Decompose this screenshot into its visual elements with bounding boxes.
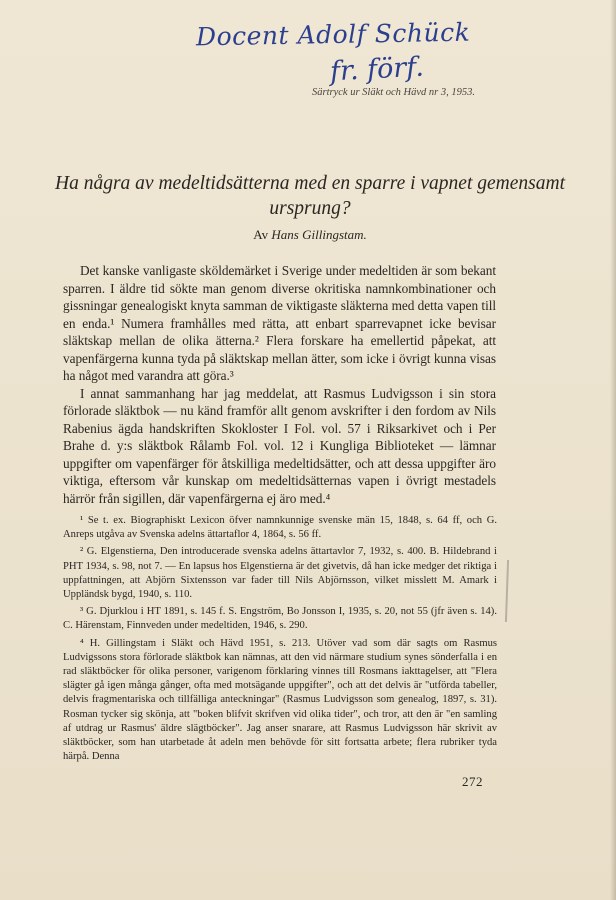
article-body [63, 262, 496, 507]
handwritten-dedication-from-author: fr. förf. [329, 51, 425, 88]
page-edge-shadow [610, 0, 616, 900]
byline [40, 227, 580, 243]
byline-prefix: Av [253, 227, 272, 242]
footnote-3: ³ G. Djurklou i HT 1891, s. 145 f. S. Engström, Bo Jonsson I, 1935, s. 20, not 55 (jfr även s. 14). C. Härenstam, Finnveden under medeltiden, 1946, s. 290. [63, 606, 497, 632]
footnote-1: ¹ Se t. ex. Biographiskt Lexicon öfver namnkunnige svenske män 15, 1848, s. 64 ff, och G. Anreps utgåva av Svenska adelns ättartaflor 4, 1864, s. 56 ff. [63, 515, 497, 541]
article-title: Ha några av medeltidsätterna med en sparre i vapnet gemensamt ursprung? [55, 173, 565, 219]
offprint-note: Särtryck ur Släkt och Hävd nr 3, 1953. [312, 87, 476, 98]
body-paragraph-2: I annat sammanhang har jag meddelat, att Rasmus Ludvigsson i sin stora förlorade släktbok — nu känd framför allt genom avskrifter i den fordom av Nils Rabenius ägda handskriften Skokloster I Fol. vol. 57 i Riksarkivet och i Per Brahe d. y:s släktbok Rålamb Fol. vol. 12 i Kungliga Biblioteket — lämnar uppgifter om vapenfärger för åtskilliga medeltidsätter, och att dessa uppgifter äro viktiga, eftersom vår kunskap om medeltidsätternas vapen i övrigt mestadels härrör från sigillen, där vapenfärgerna ej äro med.⁴ [63, 385, 496, 506]
footnote-4: ⁴ H. Gillingstam i Släkt och Hävd 1951, s. 213. Utöver vad som där sagts om Rasmus Ludvigssons stora förlorade släktbok kan nämnas, att den vid närmare studium synes sönderfalla i en rad släktböcker för olika personer, varigenom förklaring vinnes till Rosmans iakttagelser, att "Flera slägter gå igen många gånger, ofta med motsägande uppgifter", och att det delvis är "utförda tabeller, delvis fragmentariska och tillfälliga anteckningar" (Rasmus Ludvigsson som genealog, 1897, s. 31). Rosman tycker sig skönja, att "boken blifvit skrifven vid olika tider", och tror, att den är "en samling af utdrag ur Rasmus' äldre slägtböcker". Jag anser snarare, att Rasmus Ludvigsson här skrivit av släktböcker, som han utarbetade åt adeln men behövde för sitt fortsatta arbete; flera rubriker tyda härpå. Denna [63, 637, 497, 763]
page-number: 272 [462, 774, 483, 789]
body-paragraph-1: Det kanske vanligaste sköldemärket i Sverige under medeltiden är som bekant sparren. I äldre tid sökte man genom diverse okritiska namnkombinationer och gissningar genealogiskt knyta samman de viktigaste släkterna med detta vapen till en enda.¹ Numera framhålles med rätta, att enbart sparrevapnet icke bevisar släktskap mellan de olika ätterna.² Flera forskare ha emellertid påpekat, att vapenfärgerna kunna tyda på släktskap mellan ätter, som icke i övrigt kunna visas ha något med varandra att göra.³ [63, 263, 496, 383]
author-name: Hans Gillingstam. [271, 227, 367, 242]
footnotes [63, 514, 497, 767]
footnote-2: ² G. Elgenstierna, Den introducerade svenska adelns ättartavlor 7, 1932, s. 400. B. Hildebrand i PHT 1934, s. 98, not 7. — En lapsus hos Elgenstierna är det givetvis, då han icke medger det riktiga i uppfattningen, att Abjörn Sixtensson var fader till Nils Abjörnsson, vilket misslett M. Amark i Uppländsk bygd, 1940, s. 110. [63, 546, 497, 601]
pencil-margin-mark [505, 560, 509, 622]
handwritten-dedication: Docent Adolf Schück [195, 17, 471, 52]
